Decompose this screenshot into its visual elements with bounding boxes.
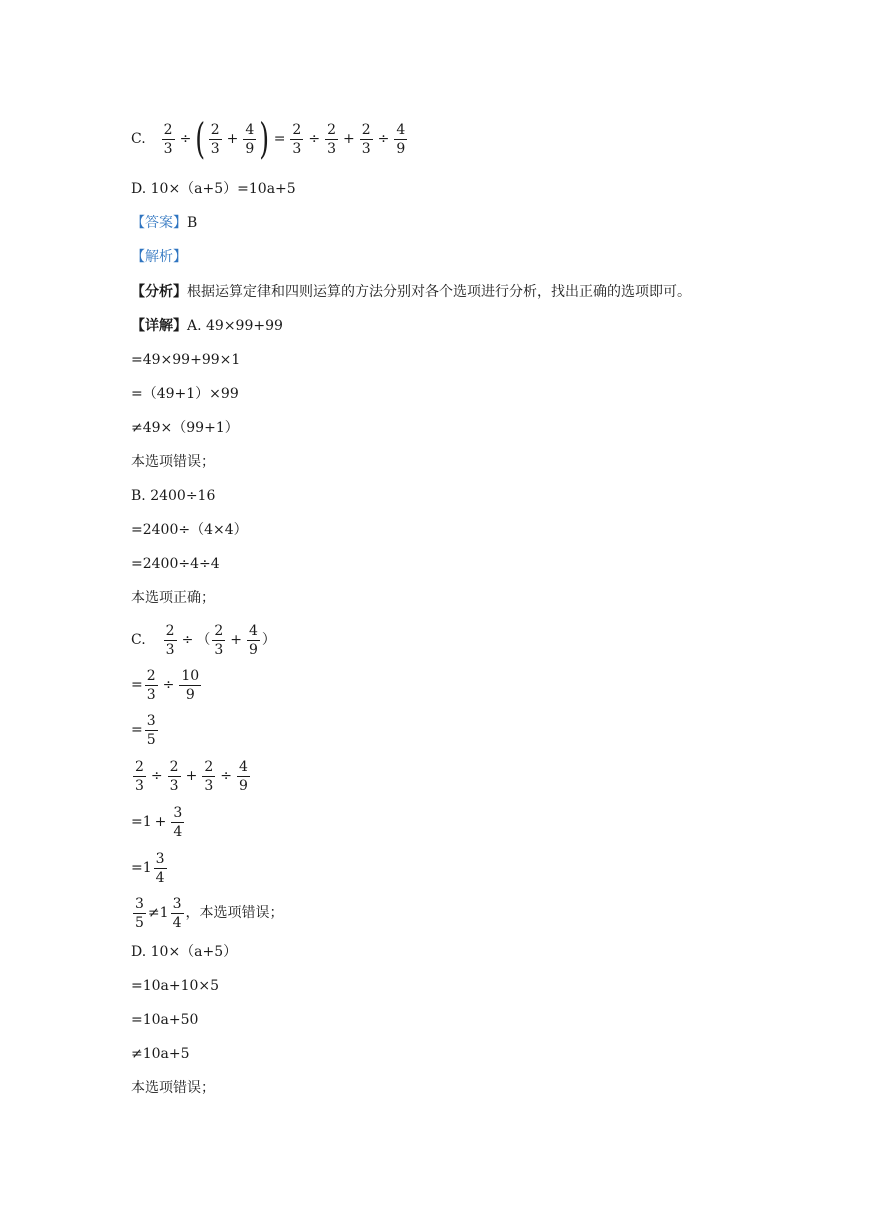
detail-tag: 【详解】 xyxy=(131,318,187,334)
fraction: $\frac{3}{4}$ xyxy=(172,895,182,931)
fraction: $\frac{3}{5}$ xyxy=(135,895,144,931)
fenxi-tag: 【分析】 xyxy=(131,284,187,300)
step-line: D. 10×（a+5） xyxy=(131,944,238,960)
step-line: =49×99+99×1 xyxy=(131,352,241,368)
option-label: C. xyxy=(131,131,146,147)
c-step-4: =1 + $\frac{3}{4}$ xyxy=(131,804,183,840)
c-step-2: = $\frac{3}{5}$ xyxy=(131,712,156,748)
fraction: $\frac{2}{3}$ xyxy=(169,758,179,794)
fraction: $\frac{2}{3}$ xyxy=(292,121,302,157)
left-paren: ( xyxy=(195,114,206,163)
fraction: $\frac{2}{3}$ xyxy=(135,758,144,794)
fraction: $\frac{2}{3}$ xyxy=(146,667,156,703)
fraction: $\frac{4}{9}$ xyxy=(238,758,248,794)
step-line: B. 2400÷16 xyxy=(131,488,216,504)
fenxi-text: 根据运算定律和四则运算的方法分别对各个选项进行分析，找出正确的选项即可。 xyxy=(187,284,691,300)
fraction: $\frac{2}{3}$ xyxy=(210,121,220,157)
fraction: $\frac{4}{9}$ xyxy=(245,121,255,157)
answer-value: B xyxy=(187,215,198,231)
c-step-1: = $\frac{2}{3}$ ÷ $\frac{10}{9}$ xyxy=(131,667,200,703)
right-paren: ) xyxy=(259,114,270,163)
fraction: $\frac{3}{5}$ xyxy=(146,712,156,748)
answer-line xyxy=(131,211,197,235)
step-line: =10a+10×5 xyxy=(131,978,220,994)
fraction: $\frac{2}{3}$ xyxy=(214,622,224,658)
detail-line xyxy=(131,314,283,338)
step-line: =（49+1）×99 xyxy=(131,386,239,402)
fraction: $\frac{3}{4}$ xyxy=(173,804,183,840)
fraction: $\frac{4}{9}$ xyxy=(248,622,258,658)
fraction: $\frac{3}{4}$ xyxy=(155,850,165,886)
step-line: =2400÷4÷4 xyxy=(131,556,220,572)
c-step-3: $\frac{2}{3}$ ÷ $\frac{2}{3}$ + $\frac{2}{3}$ ÷ $\frac{4}{9}$ xyxy=(135,758,248,794)
top-option-d: D. 10×（a+5）=10a+5 xyxy=(131,181,296,197)
fraction: $\frac{2}{3}$ xyxy=(327,121,336,157)
conclusion-line: 本选项错误； xyxy=(131,1080,215,1096)
conclusion-line: 本选项错误； xyxy=(131,454,215,470)
conclusion-line: 本选项正确； xyxy=(131,590,215,606)
fraction: $\frac{2}{3}$ xyxy=(204,758,214,794)
step-line: ≠10a+5 xyxy=(131,1046,190,1062)
answer-tag: 【答案】 xyxy=(131,215,187,231)
fraction: $\frac{2}{3}$ xyxy=(163,121,173,157)
fenxi-line xyxy=(131,280,691,304)
top-option-c: C. $\frac{2}{3}$ ÷ ( $\frac{2}{3}$ + $\frac{4}{9}$ ) = $\frac{2}{3}$ ÷ $\frac{2}{3}$ + $\frac{2}{3}$ ÷ $\frac{4}{9}$ xyxy=(131,114,406,163)
step-line: =2400÷（4×4） xyxy=(131,522,248,538)
fraction: $\frac{2}{3}$ xyxy=(361,121,371,157)
analysis-tag: 【解析】 xyxy=(131,249,187,265)
step-line: =10a+50 xyxy=(131,1012,199,1028)
step-line: ≠49×（99+1） xyxy=(131,420,239,436)
c-conclusion: $\frac{3}{5}$ ≠ 1 $\frac{3}{4}$ ，本选项错误； xyxy=(135,895,284,931)
c-step-5: =1 $\frac{3}{4}$ xyxy=(131,850,165,886)
fraction: $\frac{4}{9}$ xyxy=(396,121,406,157)
detail-first: A. 49×99+99 xyxy=(187,318,283,334)
fraction: $\frac{10}{9}$ xyxy=(181,667,200,703)
c-expression: C. $\frac{2}{3}$ ÷ （ $\frac{2}{3}$ + $\frac{4}{9}$ ） xyxy=(131,622,276,658)
fraction: $\frac{2}{3}$ xyxy=(165,622,175,658)
